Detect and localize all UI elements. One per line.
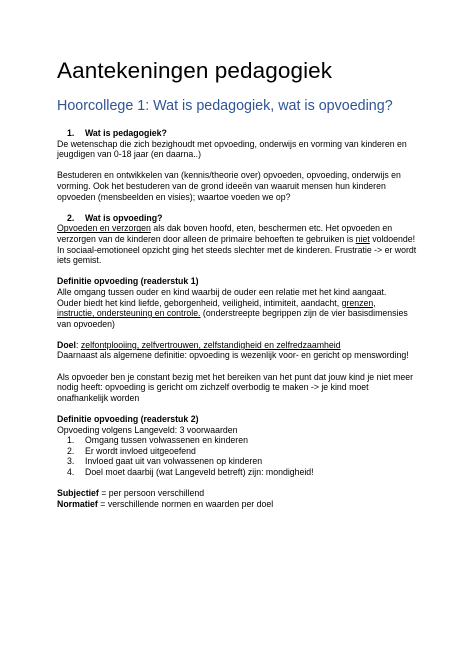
text-line: instructie, ondersteuning en controle. (onderstreepte begrippen zijn de vier basisdimensies — [57, 308, 408, 319]
lecture-heading: Hoorcollege 1: Wat is pedagogiek, wat is opvoeding? — [57, 98, 393, 114]
subjectief-definition: Subjectief = per persoon verschillend — [57, 488, 205, 499]
text-line: nodig heeft: opvoeding is gericht om zichzelf overbodig te maken -> je kind moet — [57, 382, 369, 393]
text-line: Bestuderen en ontwikkelen van (kennis/theorie over) opvoeden, opvoeding, onderwijs en — [57, 170, 401, 181]
document-body — [57, 128, 429, 509]
section-2-heading: 2. Wat is opvoeding? — [67, 212, 163, 223]
text-line: vorming. Ook het bestuderen van de grond ideeën van waaruit mensen hun kinderen — [57, 180, 386, 191]
text-line: Alle omgang tussen ouder en kind waarbij de ouder een relatie met het kind aangaat. — [57, 286, 387, 297]
doel-line: Doel: zelfontplooiing, zelfvertrouwen, zelfstandigheid en zelfredzaamheid — [57, 339, 341, 350]
underlined-term: Opvoeden en verzorgen — [57, 223, 151, 234]
text-line: Opvoeden en verzorgen als dak boven hoofd, eten, beschermen etc. Het opvoeden en — [57, 223, 393, 234]
text-line: van opvoeden) — [57, 318, 115, 329]
text-line: In sociaal-emotioneel opzicht ging het steeds slechter met de kinderen. Frustratie -> er wordt — [57, 244, 417, 255]
list-item: 4. Doel moet daarbij (wat Langeveld betreft) zijn: mondigheid! — [67, 467, 314, 477]
text-line: opvoeden (mensbeelden en visies); waartoe voeden we op? — [57, 191, 291, 202]
underlined-term: zelfontplooiing, zelfvertrouwen, zelfstandigheid en zelfredzaamheid — [80, 339, 341, 350]
text-line: onafhankelijk worden — [57, 392, 140, 403]
normatief-definition: Normatief = verschillende normen en waarden per doel — [57, 498, 274, 509]
text-line: iets gemist. — [57, 255, 102, 266]
list-item: 3. Invloed gaat uit van volwassenen op kinderen — [67, 456, 263, 467]
list-item: 2. Er wordt invloed uitgeoefend — [67, 445, 196, 456]
text-line: verzorgen van de kinderen door alleen de primaire behoeften te gebruiken is niet voldoende! — [57, 233, 416, 244]
section-1-heading: 1. Wat is pedagogiek? — [67, 128, 167, 138]
text-line: Opvoeding volgens Langeveld: 3 voorwaarden — [57, 424, 238, 435]
definition-2-heading: Definitie opvoeding (readerstuk 2) — [57, 414, 199, 425]
text-line: Daarnaast als algemene definitie: opvoeding is wezenlijk voor- en gericht op menswording! — [57, 350, 409, 361]
list-item: 1. Omgang tussen volwassenen en kinderen — [67, 435, 248, 446]
text-line: Ouder biedt het kind liefde, geborgenheid, veiligheid, intimiteit, aandacht, grenzen, — [57, 297, 376, 308]
definition-1-heading: Definitie opvoeding (readerstuk 1) — [57, 276, 199, 287]
text-line: De wetenschap die zich bezighoudt met opvoeding, onderwijs en vorming van kinderen en — [57, 138, 407, 149]
text-line: Als opvoeder ben je constant bezig met het bereiken van het punt dat jouw kind je niet meer — [57, 371, 414, 382]
underlined-term: grenzen, — [341, 297, 376, 308]
underlined-term: niet — [355, 233, 370, 244]
text-line: jeugdigen van 0-18 jaar (en daarna..) — [57, 149, 201, 160]
underlined-term: instructie, ondersteuning en controle. — [57, 308, 201, 319]
doel-label: Doel — [57, 339, 76, 350]
document-title: Aantekeningen pedagogiek — [57, 58, 333, 83]
